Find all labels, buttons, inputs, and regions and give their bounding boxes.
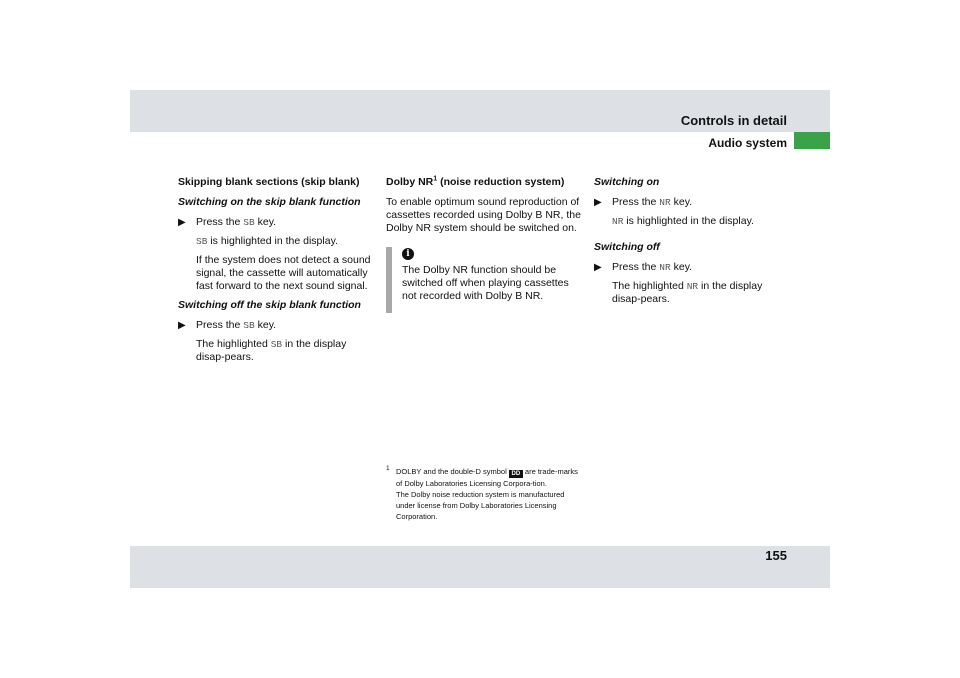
note-text: The Dolby NR function should be switched off when playing cassettes not recorded with Dolby B NR. bbox=[402, 264, 569, 302]
footnote-ref: 1 bbox=[433, 175, 438, 183]
double-d-icon: DD bbox=[509, 470, 523, 478]
sb-key-label: SB bbox=[270, 339, 283, 350]
step-text: key. bbox=[670, 196, 693, 208]
footnote-text: are trade-marks of Dolby Laboratories Licensing Corpora-tion. bbox=[396, 467, 578, 488]
dolby-on-step bbox=[594, 196, 790, 209]
result-text: The highlighted bbox=[196, 338, 271, 350]
step-text: Press the bbox=[612, 261, 660, 273]
skip-blank-on-result bbox=[178, 235, 373, 248]
page-number: 155 bbox=[765, 548, 787, 563]
result-text: is highlighted in the display. bbox=[207, 235, 338, 247]
skip-blank-on-step bbox=[178, 216, 373, 229]
arrow-bullet-icon: ▶ bbox=[594, 262, 602, 273]
result-text: is highlighted in the display. bbox=[623, 215, 754, 227]
nr-key-label: NR bbox=[659, 262, 671, 273]
heading-text: Dolby NR bbox=[386, 176, 434, 188]
step-text: key. bbox=[254, 319, 277, 331]
section-title: Controls in detail bbox=[680, 113, 787, 128]
step-text: key. bbox=[670, 261, 693, 273]
heading-text: (noise reduction system) bbox=[437, 176, 565, 188]
sb-key-label: SB bbox=[243, 217, 255, 228]
step-text: key. bbox=[254, 216, 277, 228]
footnote-text: The Dolby noise reduction system is manufactured under license from Dolby Laboratories Licensing Corporation. bbox=[396, 490, 565, 521]
dolby-off-step bbox=[594, 261, 790, 274]
skip-blank-off-heading: Switching off the skip blank function bbox=[178, 299, 361, 311]
sb-key-label: SB bbox=[243, 320, 255, 331]
result-text: The highlighted bbox=[612, 280, 687, 292]
footnote-text: DOLBY and the double-D symbol bbox=[396, 467, 509, 476]
dolby-off-result bbox=[594, 280, 790, 306]
footnote-marker: 1 bbox=[386, 465, 390, 472]
step-text: Press the bbox=[196, 216, 244, 228]
nr-key-label: NR bbox=[686, 281, 699, 292]
result-text: in the display disap-pears. bbox=[196, 338, 347, 363]
skip-blank-off-step bbox=[178, 319, 373, 332]
step-text: Press the bbox=[612, 196, 660, 208]
footer-band bbox=[130, 546, 830, 588]
arrow-bullet-icon: ▶ bbox=[178, 320, 186, 331]
sb-key-label: SB bbox=[196, 236, 208, 247]
dolby-on-result bbox=[594, 215, 790, 228]
section-tab-marker bbox=[794, 132, 830, 149]
footnote-body bbox=[386, 466, 582, 522]
dolby-nr-intro: To enable optimum sound reproduction of cassettes recorded using Dolby B NR, the Dolby NR system should be switched on. bbox=[386, 196, 581, 234]
skip-blank-on-result-2: If the system does not detect a sound signal, the cassette will automatically fast forward to the next sound signal. bbox=[196, 254, 371, 292]
arrow-bullet-icon: ▶ bbox=[594, 197, 602, 208]
nr-key-label: NR bbox=[612, 216, 624, 227]
footnote bbox=[386, 466, 582, 522]
dolby-nr-heading bbox=[386, 176, 582, 189]
subsection-title: Audio system bbox=[708, 136, 787, 150]
result-text: in the display disap-pears. bbox=[612, 280, 763, 305]
note-bar bbox=[386, 247, 392, 313]
nr-key-label: NR bbox=[659, 197, 671, 208]
dolby-on-heading: Switching on bbox=[594, 176, 660, 188]
skip-blank-off-result bbox=[178, 338, 373, 364]
column-skip-blank bbox=[178, 176, 373, 370]
skip-blank-on-heading: Switching on the skip blank function bbox=[178, 196, 361, 208]
arrow-bullet-icon: ▶ bbox=[178, 217, 186, 228]
info-icon: i bbox=[402, 248, 414, 260]
step-text: Press the bbox=[196, 319, 244, 331]
skip-blank-heading: Skipping blank sections (skip blank) bbox=[178, 176, 360, 188]
dolby-off-heading: Switching off bbox=[594, 241, 660, 253]
column-dolby-switching bbox=[594, 176, 790, 312]
info-note bbox=[386, 247, 582, 303]
column-dolby-nr bbox=[386, 176, 582, 303]
